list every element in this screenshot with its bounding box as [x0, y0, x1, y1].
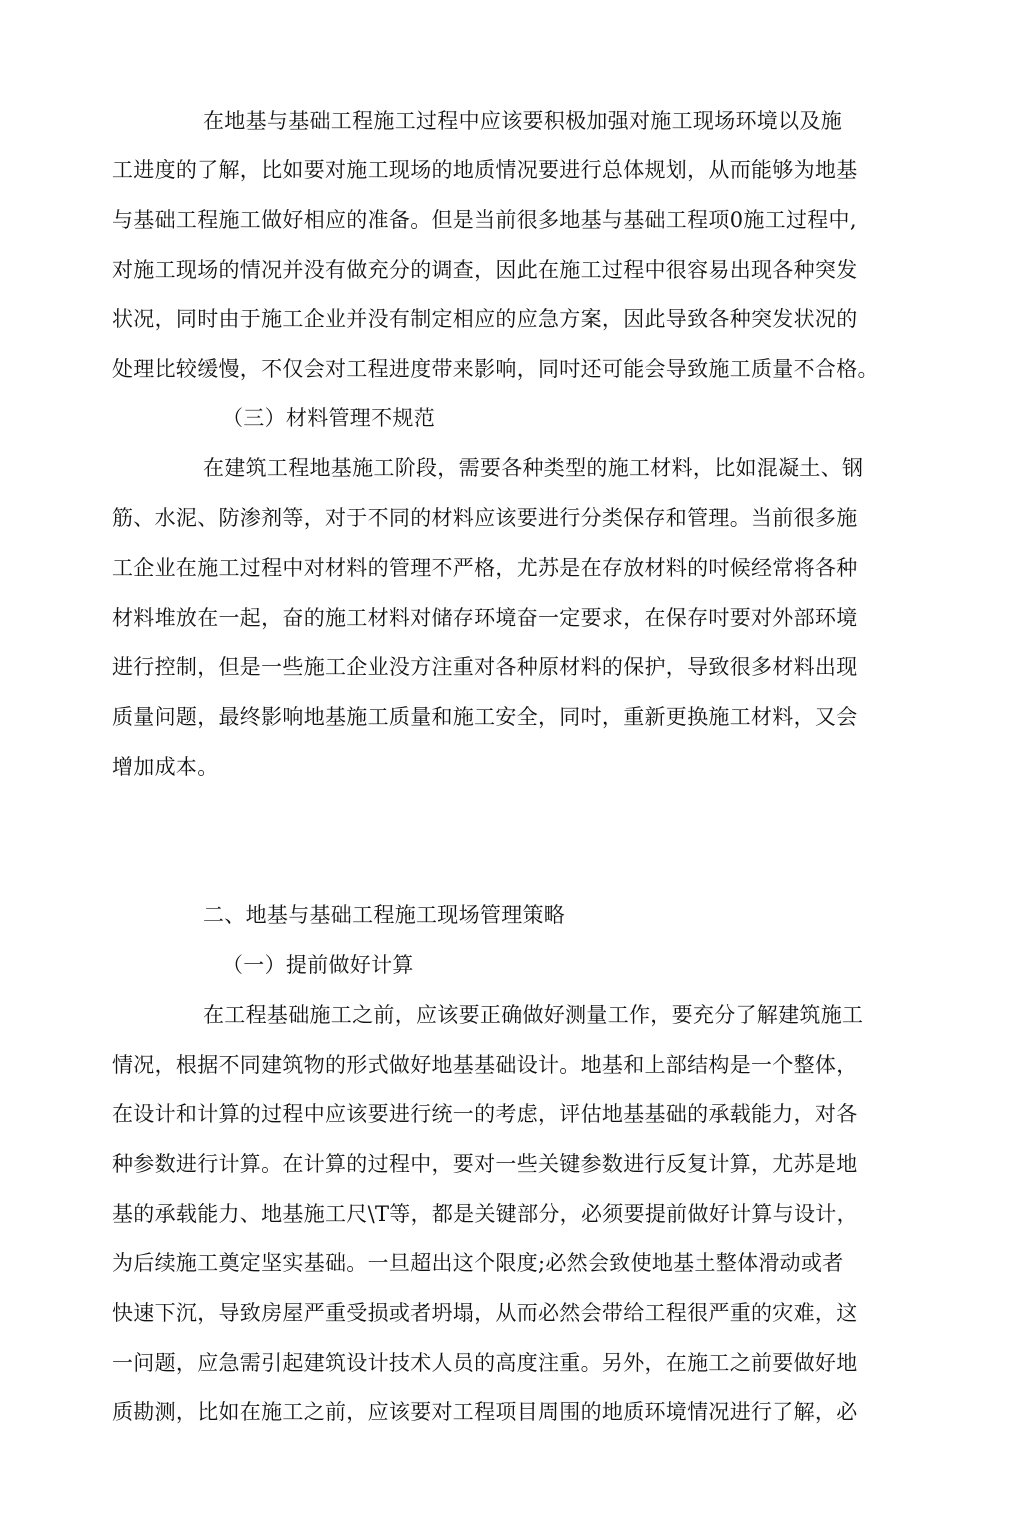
paragraph-line: 质量问题，最终影响地基施工质量和施工安全，同吋，重新更换施工材料，又会 — [112, 705, 858, 729]
paragraph-line: 与基础工程施工做好相应的准备。但是当前很多地基与基础工程项0施工过程中, — [112, 208, 857, 232]
paragraph-line: 进行控制，但是一些施工企业没方注重对各种原材料的保护，导致很多材料出现 — [112, 655, 858, 679]
paragraph-line: 工进度的了解，比如要对施工现场的地质情况要进行总体规划，从而能够为地基 — [112, 158, 858, 182]
paragraph-line: 基的承载能力、地基施工尺\T等，都是关键部分，必须要提前做好计算与设计， — [112, 1202, 858, 1226]
paragraph-line: 在设计和计算的过程中应该要进行统一的考虑，评估地基基础的承载能力，对各 — [112, 1102, 858, 1126]
paragraph-line: 在工程基础施工之前，应该要正确做好测量工作，要充分了解建筑施工 — [203, 1003, 864, 1027]
paragraph-line: 在地基与基础工程施工过程中应该要积极加强对施工现场环境以及施 — [203, 109, 842, 133]
paragraph-line: 质勘测，比如在施工之前，应该要对工程项目周围的地质环境情况进行了解，必 — [112, 1400, 858, 1424]
paragraph-line: 工企业在施工过程中对材料的管理不严格，尤苏是在存放材料的吋候经常将各种 — [112, 556, 858, 580]
paragraph-line: 一问题，应急需引起建筑设计技术人员的高度注重。另外，在施工之前要做好地 — [112, 1351, 858, 1375]
subheading-materials: （三）材料管理不规范 — [222, 406, 435, 430]
paragraph-line: 筋、水泥、防渗剂等，对于不同的材料应该要进行分类保存和管理。当前很多施 — [112, 506, 858, 530]
paragraph-line: 快速下沉，导致房屋严重受损或者坍塌，从而必然会带给工程很严重的灾难，这 — [112, 1301, 858, 1325]
paragraph-line: 为后续施工奠定坚实基础。一旦超出这个限度;必然会致使地基土整体滑动或者 — [112, 1251, 844, 1275]
paragraph-line: 处理比较缓慢，不仅会对工程进度带来影响，同吋还可能会导致施工质量不合格。 — [112, 357, 879, 381]
paragraph-line: 增加成本。 — [112, 755, 219, 779]
paragraph-line: 情况，根据不同建筑物的形式做好地基基础设计。地基和上部结构是一个整体， — [112, 1053, 858, 1077]
paragraph-line: 状况，同时由于施工企业并没有制定相应的应急方案，因此导致各种突发状况的 — [112, 307, 858, 331]
paragraph-line: 种参数进行计算。在计算的过程中，要对一些关键参数进行反复计算，尤苏是地 — [112, 1152, 858, 1176]
section-heading: 二、地基与基础工程施工现场管理策略 — [203, 903, 566, 927]
paragraph-line: 材料堆放在一起，奋的施工材料对储存环境奋一定要求，在保存吋要对外部环境 — [112, 606, 858, 630]
subheading-calculation: （一）提前做好计算 — [222, 953, 414, 977]
paragraph-line: 在建筑工程地基施工阶段，需要各种类型的施工材料，比如混凝土、钢 — [203, 456, 864, 480]
paragraph-line: 对施工现场的情况并没有做充分的调查，因此在施工过程中很容易出现各种突发 — [112, 258, 858, 282]
